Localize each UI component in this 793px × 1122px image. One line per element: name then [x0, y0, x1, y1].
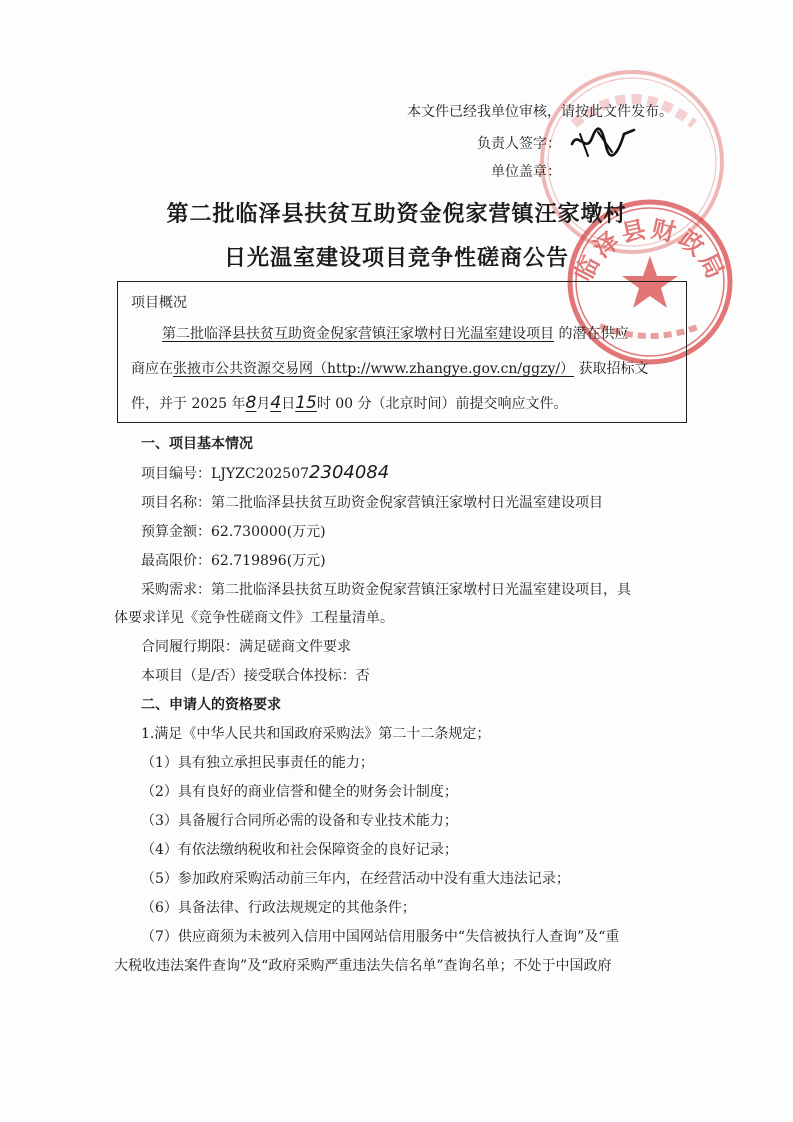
section2-heading: 二、申请人的资格要求 — [141, 697, 281, 713]
approval-statement: 本文件已经我单位审核，请按此文件发布。 — [407, 104, 673, 120]
overview-line2-suffix: 获取招标文 — [578, 361, 649, 377]
qualification-subitem: （2）具有良好的商业信誉和健全的财务会计制度； — [141, 784, 458, 800]
qualification-item-7-line1: （7）供应商须为未被列入信用中国网站信用服务中“失信被执行人查询”及“重 — [141, 929, 620, 945]
consortium-bid: 本项目（是/否）接受联合体投标：否 — [141, 668, 370, 684]
signer-label: 负责人签字： — [477, 136, 561, 152]
overview-line3 — [131, 393, 568, 413]
deadline-day: 4 — [270, 393, 282, 413]
overview-label: 项目概况 — [131, 295, 187, 311]
overview-line3-prefix: 件，并于 2025 年 — [131, 396, 246, 412]
procurement-demand-2: 体要求详见《竞争性磋商文件》工程量清单。 — [114, 610, 394, 626]
document-title-line2: 日光温室建设项目竞争性磋商公告 — [223, 246, 569, 271]
overview-line1 — [162, 323, 628, 343]
procurement-demand-1: 采购需求：第二批临泽县扶贫互助资金倪家营镇汪家墩村日光温室建设项目，具 — [141, 582, 631, 598]
project-number-label: 项目编号：LJYZC202507 — [141, 466, 310, 482]
document-title-line1: 第二批临泽县扶贫互助资金倪家营镇汪家墩村 — [166, 202, 627, 227]
qualification-subitem: （5）参加政府采购活动前三年内，在经营活动中没有重大违法记录； — [141, 871, 570, 887]
qualification-subitem: （4）有依法缴纳税收和社会保障资金的良好记录； — [141, 842, 458, 858]
overview-project-name: 第二批临泽县扶贫互助资金倪家营镇汪家墩村日光温室建设项目 — [162, 326, 554, 342]
qualification-item-1: 1.满足《中华人民共和国政府采购法》第二十二条规定； — [141, 726, 491, 742]
max-price: 最高限价：62.719896(万元) — [141, 553, 326, 569]
qualification-subitem: （1）具有独立承担民事责任的能力； — [141, 755, 374, 771]
project-number-handwritten: 2304084 — [309, 462, 390, 483]
section1-heading: 一、项目基本情况 — [141, 436, 253, 452]
deadline-hour: 15 — [295, 393, 317, 413]
overview-platform-link: 张掖市公共资源交易网（http://www.zhangye.gov.cn/ggzy/） — [173, 361, 575, 377]
qualification-subitem: （3）具备履行合同所必需的设备和专业技术能力； — [141, 813, 458, 829]
month-unit: 月 — [256, 396, 271, 412]
project-overview-box — [117, 281, 687, 423]
qualification-item-7-line2: 大税收违法案件查询”及“政府采购严重违法失信名单”查询名单；不处于中国政府 — [114, 958, 612, 974]
qualification-subitem: （6）具备法律、行政法规规定的其他条件； — [141, 900, 416, 916]
overview-line2-prefix: 商应在 — [131, 361, 173, 377]
handwritten-signature — [568, 124, 638, 160]
overview-line2 — [131, 358, 649, 378]
day-unit: 日 — [281, 396, 296, 412]
budget-amount: 预算金额：62.730000(万元) — [141, 524, 326, 540]
contract-period: 合同履行期限：满足磋商文件要求 — [141, 639, 351, 655]
overview-line3-suffix: 时 00 分（北京时间）前提交响应文件。 — [316, 396, 568, 412]
project-number — [141, 463, 389, 484]
seal-label: 单位盖章： — [491, 164, 561, 180]
deadline-month: 8 — [245, 393, 257, 413]
seal-text: 临泽县财政局 — [569, 214, 731, 286]
overview-line1-suffix: 的潜在供应 — [558, 326, 629, 342]
project-name: 项目名称：第二批临泽县扶贫互助资金倪家营镇汪家墩村日光温室建设项目 — [141, 495, 603, 511]
